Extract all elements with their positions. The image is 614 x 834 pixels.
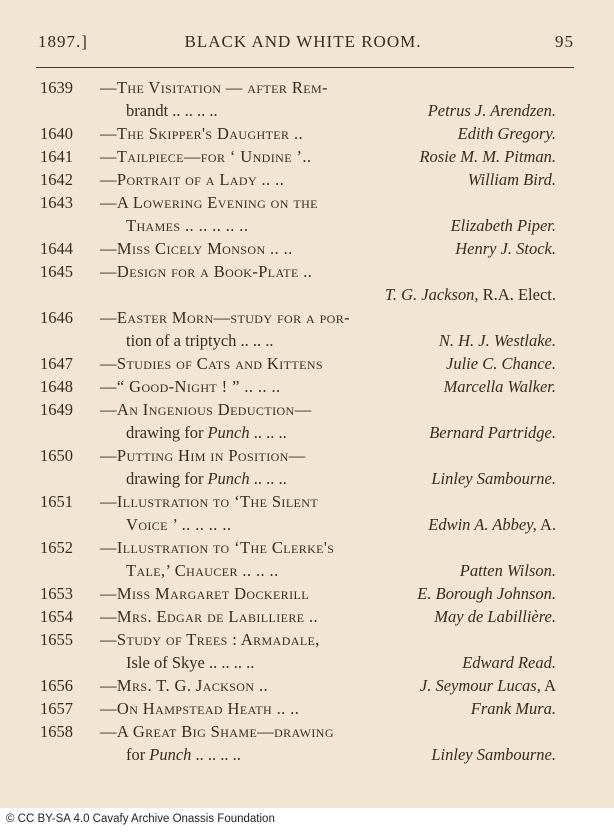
entry-number: 1650 bbox=[40, 446, 73, 465]
continued-line-wrap bbox=[126, 421, 287, 444]
artist-name: Patten Wilson. bbox=[459, 561, 556, 580]
entry-title: —Miss Cicely Monson .. .. bbox=[100, 239, 293, 258]
entry-line bbox=[0, 260, 614, 283]
entry-number: 1655 bbox=[40, 630, 73, 649]
entry-line bbox=[0, 467, 614, 490]
catalogue-entry bbox=[0, 122, 614, 145]
entry-number: 1642 bbox=[40, 170, 73, 189]
artist-name: Marcella Walker. bbox=[443, 377, 556, 396]
entry-number: 1640 bbox=[40, 124, 73, 143]
catalogue-entry bbox=[0, 237, 614, 260]
entry-number: 1652 bbox=[40, 538, 73, 557]
entry-number: 1647 bbox=[40, 354, 73, 373]
entry-line bbox=[0, 122, 614, 145]
punch-italic: Punch bbox=[207, 469, 250, 488]
catalogue-entry bbox=[0, 444, 614, 490]
entry-title: —“ Good-Night ! ” .. .. .. bbox=[100, 377, 281, 396]
artist-name: Linley Sambourne. bbox=[431, 745, 556, 764]
entry-line bbox=[0, 490, 614, 513]
entry-line bbox=[0, 99, 614, 122]
entry-number: 1654 bbox=[40, 607, 73, 626]
entry-title: —Mrs. T. G. Jackson .. bbox=[100, 676, 269, 695]
catalogue-entry bbox=[0, 582, 614, 605]
entry-title-continued: drawing for bbox=[126, 469, 204, 488]
artist-name bbox=[428, 513, 556, 536]
artist-name: Bernard Partridge. bbox=[429, 423, 556, 442]
entry-title: —On Hampstead Heath .. .. bbox=[100, 699, 300, 718]
artist-name: William Bird. bbox=[467, 170, 556, 189]
catalogue-entry bbox=[0, 674, 614, 697]
entry-title-continued: Voice ’ .. .. .. .. bbox=[126, 515, 232, 534]
artist-name: Edward Read. bbox=[462, 653, 556, 672]
artist-name bbox=[420, 674, 556, 697]
entry-line bbox=[0, 559, 614, 582]
artist-name bbox=[385, 283, 556, 306]
catalogue-entry bbox=[0, 605, 614, 628]
entry-line bbox=[0, 306, 614, 329]
entry-line bbox=[0, 283, 614, 306]
entry-line bbox=[0, 674, 614, 697]
entry-line bbox=[0, 352, 614, 375]
entry-line bbox=[0, 605, 614, 628]
catalogue-entry bbox=[0, 260, 614, 306]
entry-number: 1657 bbox=[40, 699, 73, 718]
leader-dots: .. .. .. bbox=[249, 469, 287, 488]
entry-number: 1649 bbox=[40, 400, 73, 419]
entry-line bbox=[0, 76, 614, 99]
punch-italic: Punch bbox=[207, 423, 250, 442]
entry-number: 1639 bbox=[40, 78, 73, 97]
catalogue-entry bbox=[0, 398, 614, 444]
artist-name: Julie C. Chance. bbox=[446, 354, 556, 373]
entry-number: 1648 bbox=[40, 377, 73, 396]
catalogue-entry bbox=[0, 720, 614, 766]
artist-name: Rosie M. M. Pitman. bbox=[419, 147, 556, 166]
catalogue-entry bbox=[0, 375, 614, 398]
artist-rank: A. bbox=[536, 515, 556, 534]
entry-title: —A Great Big Shame—drawing bbox=[100, 722, 334, 741]
entry-number: 1646 bbox=[40, 308, 73, 327]
entry-line bbox=[0, 651, 614, 674]
leader-dots: .. .. .. .. bbox=[191, 745, 241, 764]
catalogue-entry bbox=[0, 536, 614, 582]
catalogue-entry bbox=[0, 306, 614, 352]
entry-line bbox=[0, 720, 614, 743]
entry-line bbox=[0, 214, 614, 237]
header-rule bbox=[36, 67, 574, 68]
entry-title: —Studies of Cats and Kittens bbox=[100, 354, 323, 373]
entry-title-continued: brandt .. .. .. .. bbox=[126, 101, 218, 120]
artist-name: May de Labillière. bbox=[434, 607, 556, 626]
artist-rank: R.A. Elect. bbox=[478, 285, 556, 304]
entry-title: —The Visitation — after Rem- bbox=[100, 78, 328, 97]
entry-number: 1645 bbox=[40, 262, 73, 281]
entry-line bbox=[0, 536, 614, 559]
header-year: 1897.] bbox=[38, 32, 88, 51]
running-header bbox=[32, 32, 574, 58]
artist-name: Linley Sambourne. bbox=[431, 469, 556, 488]
entry-title-continued: Tale,’ Chaucer .. .. .. bbox=[126, 561, 279, 580]
entry-title-continued: Thames .. .. .. .. .. bbox=[126, 216, 249, 235]
entry-line bbox=[0, 398, 614, 421]
entry-line bbox=[0, 375, 614, 398]
continued-line-wrap bbox=[126, 467, 287, 490]
entry-number: 1641 bbox=[40, 147, 73, 166]
leader-dots: .. .. .. bbox=[249, 423, 287, 442]
catalogue-entry bbox=[0, 697, 614, 720]
entry-line bbox=[0, 191, 614, 214]
artist-name: Edith Gregory. bbox=[457, 124, 556, 143]
entry-title: —Design for a Book-Plate .. bbox=[100, 262, 313, 281]
entry-title: —Putting Him in Position— bbox=[100, 446, 306, 465]
entry-title-continued: for bbox=[126, 745, 146, 764]
continued-line-wrap bbox=[126, 743, 241, 766]
artist-name: Elizabeth Piper. bbox=[450, 216, 556, 235]
entry-line bbox=[0, 329, 614, 352]
catalogue-entry bbox=[0, 168, 614, 191]
entry-title: —The Skipper's Daughter .. bbox=[100, 124, 304, 143]
artist-name: Henry J. Stock. bbox=[455, 239, 556, 258]
entry-number: 1643 bbox=[40, 193, 73, 212]
artist-name: Petrus J. Arendzen. bbox=[427, 101, 556, 120]
entry-title: —Portrait of a Lady .. .. bbox=[100, 170, 285, 189]
artist-name-italic: J. Seymour Lucas, bbox=[419, 676, 541, 695]
entry-line bbox=[0, 697, 614, 720]
entry-number: 1653 bbox=[40, 584, 73, 603]
catalogue-entry bbox=[0, 76, 614, 122]
header-title: BLACK AND WHITE ROOM. bbox=[184, 32, 422, 51]
entry-title: —Tailpiece—for ‘ Undine ’.. bbox=[100, 147, 312, 166]
entry-line bbox=[0, 421, 614, 444]
entry-number: 1658 bbox=[40, 722, 73, 741]
entry-title: —Mrs. Edgar de Labilliere .. bbox=[100, 607, 319, 626]
entry-title: —Study of Trees : Armadale, bbox=[100, 630, 320, 649]
entry-list bbox=[0, 76, 614, 766]
page-number: 95 bbox=[555, 32, 574, 51]
entry-number: 1644 bbox=[40, 239, 73, 258]
artist-name-italic: T. G. Jackson, bbox=[384, 285, 479, 304]
entry-title: —Easter Morn—study for a por- bbox=[100, 308, 351, 327]
catalogue-entry bbox=[0, 191, 614, 237]
entry-title-continued: Isle of Skye .. .. .. .. bbox=[126, 653, 255, 672]
artist-name: Frank Mura. bbox=[470, 699, 556, 718]
entry-number: 1656 bbox=[40, 676, 73, 695]
license-footer: © CC BY-SA 4.0 Cavafy Archive Onassis Foundation bbox=[6, 813, 275, 825]
entry-title: —Illustration to ‘The Silent bbox=[100, 492, 319, 511]
entry-line bbox=[0, 628, 614, 651]
catalogue-entry bbox=[0, 628, 614, 674]
entry-line bbox=[0, 145, 614, 168]
entry-line bbox=[0, 237, 614, 260]
entry-line bbox=[0, 743, 614, 766]
punch-italic: Punch bbox=[149, 745, 192, 764]
entry-line bbox=[0, 513, 614, 536]
entry-title: —An Ingenious Deduction— bbox=[100, 400, 312, 419]
entry-title: —Illustration to ‘The Clerke's bbox=[100, 538, 335, 557]
entry-title-continued: tion of a triptych .. .. .. bbox=[126, 331, 274, 350]
artist-rank: A bbox=[540, 676, 556, 695]
entry-title-continued: drawing for bbox=[126, 423, 204, 442]
artist-name: E. Borough Johnson. bbox=[417, 584, 556, 603]
catalogue-entry bbox=[0, 490, 614, 536]
entry-title: —A Lowering Evening on the bbox=[100, 193, 318, 212]
catalogue-entry bbox=[0, 352, 614, 375]
entry-line bbox=[0, 582, 614, 605]
catalogue-entry bbox=[0, 145, 614, 168]
artist-name-italic: Edwin A. Abbey, bbox=[428, 515, 537, 534]
entry-title: —Miss Margaret Dockerill bbox=[100, 584, 309, 603]
artist-name: N. H. J. Westlake. bbox=[438, 331, 556, 350]
entry-line bbox=[0, 168, 614, 191]
entry-line bbox=[0, 444, 614, 467]
entry-number: 1651 bbox=[40, 492, 73, 511]
